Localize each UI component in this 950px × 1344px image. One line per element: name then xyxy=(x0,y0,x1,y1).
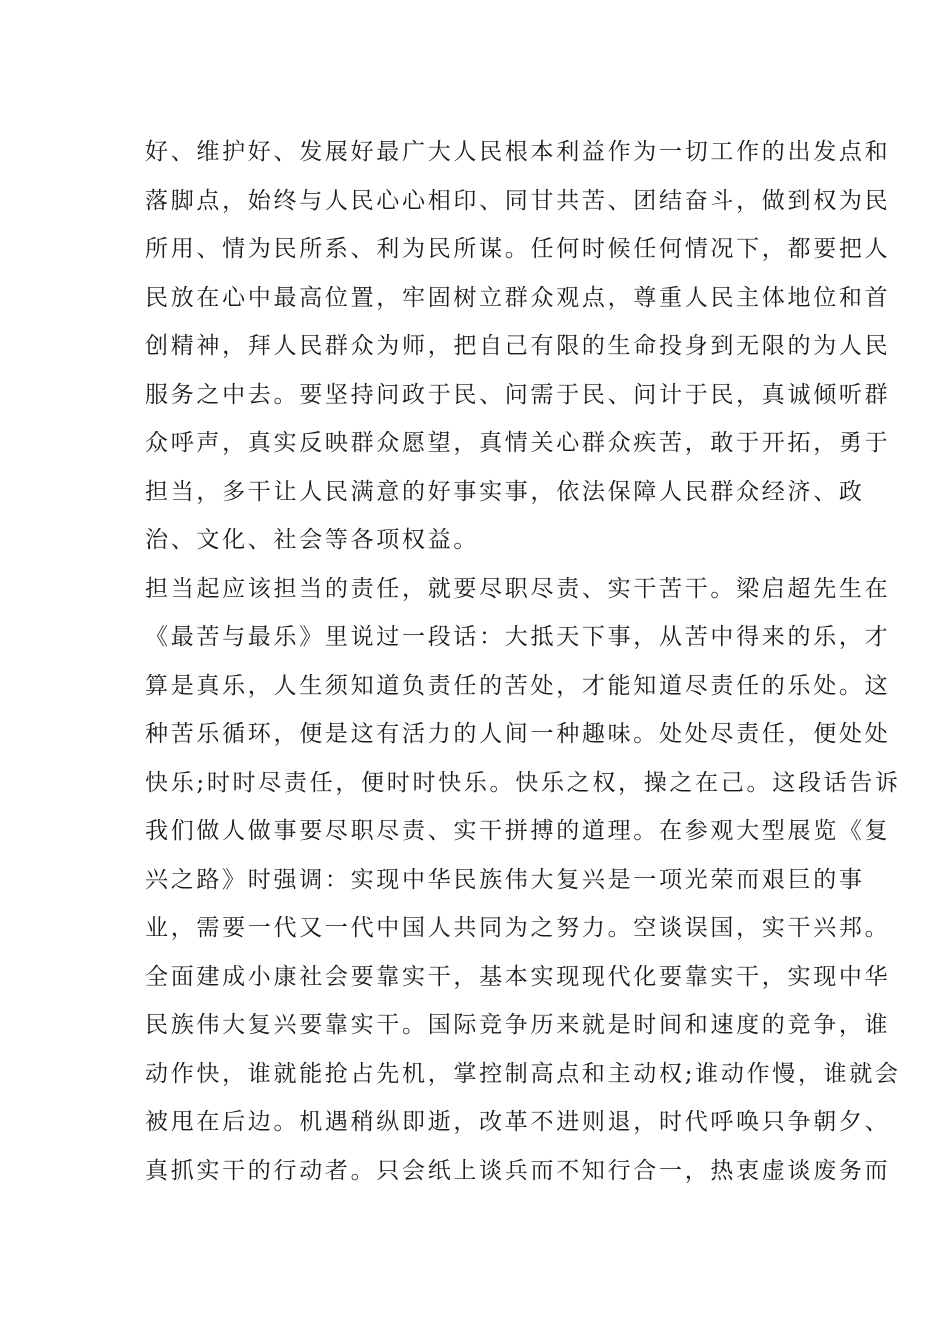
text-line: 全面建成小康社会要靠实干，基本实现现代化要靠实干，实现中华 xyxy=(145,963,891,990)
text-line: 落脚点，始终与人民心心相印、同甘共苦、团结奋斗，做到权为民 xyxy=(145,187,891,214)
text-line: 业，需要一代又一代中国人共同为之努力。空谈误国，实干兴邦。 xyxy=(145,915,891,941)
text-line: 兴之路》时强调：实现中华民族伟大复兴是一项光荣而艰巨的事 xyxy=(145,866,865,893)
text-line: 《最苦与最乐》里说过一段话：大抵天下事，从苦中得来的乐，才 xyxy=(145,624,891,650)
text-line: 担当起应该担当的责任，就要尽职尽责、实干苦干。梁启超先生在 xyxy=(145,575,891,602)
text-line: 动作快，谁就能抢占先机，掌控制高点和主动权;谁动作慢，谁就会 xyxy=(145,1060,901,1087)
text-line: 好、维护好、发展好最广大人民根本利益作为一切工作的出发点和 xyxy=(145,139,891,165)
text-line: 种苦乐循环，便是这有活力的人间一种趣味。处处尽责任，便处处 xyxy=(145,721,891,747)
text-line: 服务之中去。要坚持问政于民、问需于民、问计于民，真诚倾听群 xyxy=(145,381,891,408)
text-line: 众呼声，真实反映群众愿望，真情关心群众疾苦，敢于开拓，勇于 xyxy=(145,430,891,456)
text-line: 治、文化、社会等各项权益。 xyxy=(145,527,480,553)
text-line: 创精神，拜人民群众为师，把自己有限的生命投身到无限的为人民 xyxy=(145,333,891,359)
document-page xyxy=(145,132,901,1199)
text-line: 我们做人做事要尽职尽责、实干拼搏的道理。在参观大型展览《复 xyxy=(145,818,891,844)
text-line: 民放在心中最高位置，牢固树立群众观点，尊重人民主体地位和首 xyxy=(145,284,891,311)
text-line: 快乐;时时尽责任，便时时快乐。快乐之权，操之在己。这段话告诉 xyxy=(145,769,901,796)
text-line: 被甩在后边。机遇稍纵即逝，改革不进则退，时代呼唤只争朝夕、 xyxy=(145,1109,891,1135)
text-line: 算是真乐，人生须知道负责任的苦处，才能知道尽责任的乐处。这 xyxy=(145,672,891,699)
text-line: 真抓实干的行动者。只会纸上谈兵而不知行合一，热衷虚谈废务而 xyxy=(145,1157,891,1184)
text-line: 所用、情为民所系、利为民所谋。任何时候任何情况下，都要把人 xyxy=(145,236,891,262)
text-line: 担当，多干让人民满意的好事实事，依法保障人民群众经济、政 xyxy=(145,478,865,505)
text-line: 民族伟大复兴要靠实干。国际竞争历来就是时间和速度的竞争，谁 xyxy=(145,1012,891,1038)
